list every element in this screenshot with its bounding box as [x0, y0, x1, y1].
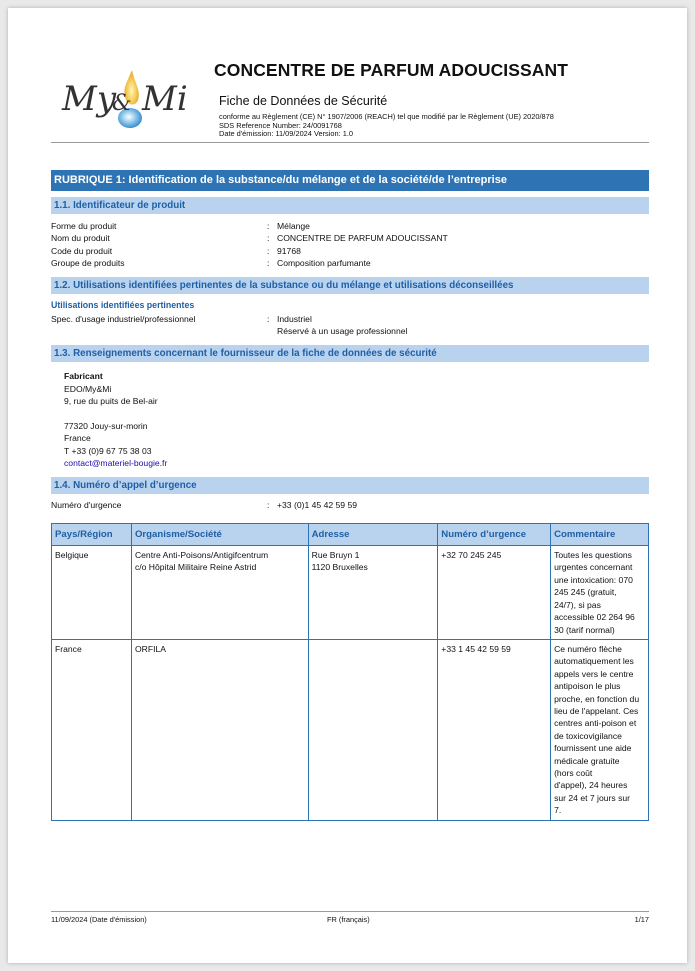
product-code-row: Code du produit : 91768 — [51, 245, 649, 257]
section-1-1-body — [51, 220, 649, 270]
document-title: CONCENTRE DE PARFUM ADOUCISSANT — [214, 60, 569, 80]
cell-emergency-number: +33 1 45 42 59 59 — [438, 639, 551, 820]
row-value: Mélange — [277, 221, 310, 231]
cell-comment — [551, 546, 649, 640]
row-key: Code du produit — [51, 245, 113, 256]
footer-page-number: 1/17 — [634, 915, 649, 924]
column-header-country: Pays/Région — [52, 524, 132, 546]
my-mi-logo — [56, 60, 196, 140]
supplier-email-link[interactable]: contact@materiel-bougie.fr — [64, 458, 168, 469]
comment-line: une intoxication: 070 — [554, 574, 633, 585]
meta-regulation: conforme au Règlement (CE) N° 1907/2006 (REACH) tel que modifié par le Règlement (UE) 2020/878 — [219, 112, 554, 121]
row-value: +33 (0)1 45 42 59 59 — [277, 499, 358, 510]
row-key: Numéro d'urgence — [51, 499, 122, 510]
cell-address — [308, 546, 438, 640]
row-value: CONCENTRE DE PARFUM ADOUCISSANT — [277, 233, 448, 244]
row-key: Forme du produit — [51, 221, 117, 231]
row-value: Réservé à un usage professionnel — [277, 326, 408, 337]
footer-issue-date: 11/09/2024 (Date d'émission) — [51, 915, 147, 924]
comment-line: médicale gratuite — [554, 755, 620, 766]
cell-address — [308, 639, 438, 820]
supplier-block — [51, 370, 649, 469]
usage-spec-row-continued — [51, 325, 649, 337]
svg-text:Mi: Mi — [142, 79, 188, 119]
cell-comment — [551, 639, 649, 820]
meta-issue-date-version: Date d'émission: 11/09/2024 Version: 1.0 — [219, 129, 353, 139]
comment-line: Toutes les questions — [554, 550, 632, 561]
document-subtitle: Fiche de Données de Sécurité — [219, 94, 388, 108]
comment-line: centres anti-poison et — [554, 718, 637, 729]
column-header-address: Adresse — [308, 524, 438, 546]
document-meta — [219, 113, 554, 139]
supplier-company: EDO/My&Mi — [64, 383, 112, 394]
section-1-3-heading: 1.3. Renseignements concernant le fournisseur de la fiche de données de sécurité — [51, 345, 649, 362]
document-content — [51, 170, 649, 821]
relevant-uses-subheading: Utilisations identifiées pertinentes — [51, 299, 195, 310]
comment-line: 24/7), si pas — [554, 599, 601, 610]
emergency-number-row: Numéro d'urgence : +33 (0)1 45 42 59 59 — [51, 499, 649, 511]
row-value: 91768 — [277, 245, 301, 256]
comment-line: lieu de l'appelant. Ces — [554, 705, 639, 716]
svg-text:My: My — [62, 79, 117, 119]
address-line: 1120 Bruxelles — [311, 562, 368, 573]
footer-language: FR (français) — [327, 915, 370, 924]
address-line: Rue Bruyn 1 — [311, 550, 360, 561]
table-row — [52, 546, 649, 640]
comment-line: Ce numéro flèche — [554, 643, 622, 654]
column-header-organisation: Organisme/Société — [131, 524, 308, 546]
comment-line: 245 245 (gratuit, — [554, 587, 617, 598]
header-divider — [51, 142, 649, 143]
supplier-country: France — [64, 433, 91, 444]
comment-line: urgentes concernant — [554, 562, 633, 573]
comment-line: de toxicovigilance — [554, 730, 622, 741]
meta-sds-reference: SDS Reference Number: 24/0091768 — [219, 120, 342, 130]
comment-line: accessible 02 264 96 — [554, 612, 635, 623]
comment-line: automatiquement les — [554, 656, 634, 667]
table-row — [52, 639, 649, 820]
product-group-row: Groupe de produits : Composition parfumante — [51, 257, 649, 269]
supplier-label: Fabricant — [64, 371, 103, 382]
supplier-phone: T +33 (0)9 67 75 38 03 — [64, 445, 152, 456]
org-line: c/o Hôpital Militaire Reine Astrid — [134, 562, 257, 573]
section-1-1-heading: 1.1. Identificateur de produit — [51, 197, 649, 214]
comment-line: sur 24 et 7 jours sur — [554, 792, 631, 803]
cell-country: Belgique — [52, 546, 132, 640]
product-name-row: Nom du produit : CONCENTRE DE PARFUM ADOUCISSANT — [51, 232, 649, 244]
product-form-row: Forme du produit : Mélange — [51, 220, 649, 232]
comment-line: 7. — [554, 805, 562, 816]
document-page — [8, 8, 687, 963]
comment-line: fournissent une aide — [554, 743, 632, 754]
column-header-comment: Commentaire — [551, 524, 649, 546]
cell-organisation — [131, 546, 308, 640]
comment-line: proche, en fonction du — [554, 693, 640, 704]
footer-divider — [51, 911, 649, 912]
emergency-contacts-table — [51, 523, 649, 821]
comment-line: appels vers le centre — [554, 668, 634, 679]
row-value: Composition parfumante — [277, 258, 371, 269]
org-line: ORFILA — [134, 643, 166, 654]
table-header-row — [52, 524, 649, 546]
section-1-2-heading: 1.2. Utilisations identifiées pertinentes de la substance ou du mélange et utilisations déconseillées — [51, 277, 649, 294]
comment-line: antipoison le plus — [554, 681, 621, 692]
comment-line: (hors coût — [554, 767, 593, 778]
row-key: Nom du produit — [51, 233, 110, 244]
section-1-4-heading: 1.4. Numéro d’appel d’urgence — [51, 477, 649, 494]
row-key: Spec. d'usage industriel/professionnel — [51, 313, 196, 324]
org-line: Centre Anti-Poisons/Antigifcentrum — [134, 550, 269, 561]
row-key: Groupe de produits — [51, 258, 125, 269]
row-value: Industriel — [277, 313, 312, 324]
column-header-emergency-number: Numéro d’urgence — [438, 524, 551, 546]
comment-line: d'appel), 24 heures — [554, 780, 628, 791]
cell-country: France — [52, 639, 132, 820]
cell-organisation — [131, 639, 308, 820]
comment-line: 30 (tarif normal) — [554, 624, 615, 635]
svg-text:&: & — [112, 91, 132, 116]
supplier-city: 77320 Jouy-sur-morin — [64, 421, 148, 432]
page-footer — [51, 915, 649, 924]
supplier-street: 9, rue du puits de Bel-air — [64, 396, 158, 407]
rubrique-1-heading: RUBRIQUE 1: Identification de la substance/du mélange et de la société/de l’entreprise — [51, 170, 649, 191]
cell-emergency-number: +32 70 245 245 — [438, 546, 551, 640]
usage-spec-row: Spec. d'usage industriel/professionnel : Industriel — [51, 313, 649, 325]
